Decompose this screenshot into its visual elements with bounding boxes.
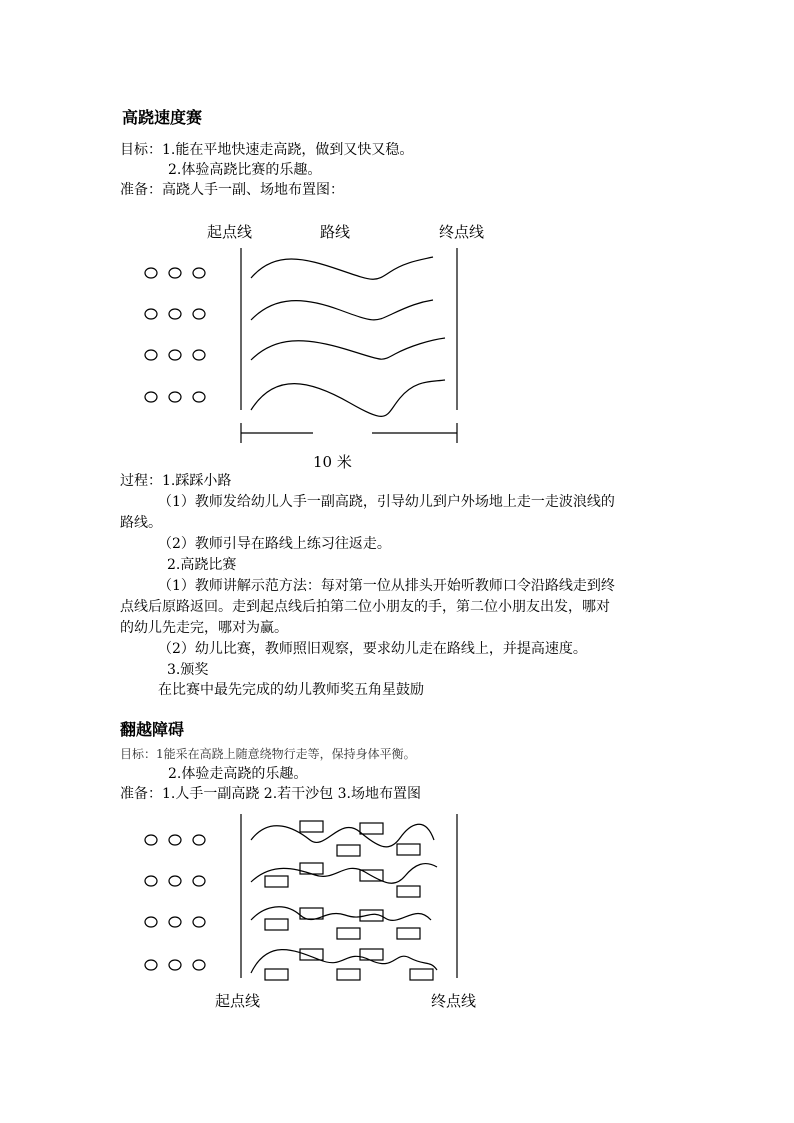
sandbag <box>300 863 323 874</box>
child-marker <box>169 835 181 845</box>
child-marker <box>169 960 181 970</box>
process-p3b: 点线后原路返回。走到起点线后拍第二位小朋友的手，第二位小朋友出发，哪对 <box>120 599 610 615</box>
child-marker <box>145 835 157 845</box>
process-p1a: （1）教师发给幼儿人手一副高跷，引导幼儿到户外场地上走一走波浪线的 <box>158 494 615 510</box>
child-marker <box>169 876 181 886</box>
sandbag <box>360 949 383 960</box>
sandbag <box>397 844 420 855</box>
sandbag <box>265 919 288 930</box>
section2-prep: 准备：1.人手一副高跷 2.若干沙包 3.场地布置图 <box>120 786 421 802</box>
child-marker <box>193 960 205 970</box>
end-line-label: 终点线 <box>431 992 477 1010</box>
section2-goal-2: 2.体验走高跷的乐趣。 <box>168 766 308 782</box>
wave-path <box>251 257 433 279</box>
child-marker <box>145 917 157 927</box>
wave-path <box>251 864 437 884</box>
step-2-title: 2.高跷比赛 <box>167 557 237 573</box>
process-p3a: （1）教师讲解示范方法：每对第一位从排头开始听教师口令沿路线走到终 <box>158 578 615 594</box>
child-marker <box>193 268 205 278</box>
sandbag <box>337 928 360 939</box>
section1-goal-1: 目标：1.能在平地快速走高跷，做到又快又稳。 <box>120 142 414 158</box>
section1-prep: 准备：高跷人手一副、场地布置图： <box>120 182 344 198</box>
child-marker <box>193 876 205 886</box>
child-marker <box>145 268 157 278</box>
start-line-label: 起点线 <box>215 992 261 1010</box>
sandbag <box>397 886 420 897</box>
wave-path <box>251 380 445 416</box>
sandbag <box>397 928 420 939</box>
child-marker <box>169 917 181 927</box>
child-marker <box>193 917 205 927</box>
sandbag <box>410 969 433 980</box>
sandbag <box>265 969 288 980</box>
sandbag <box>300 949 323 960</box>
child-marker <box>169 268 181 278</box>
child-marker <box>193 392 205 402</box>
sandbag <box>337 845 360 856</box>
process-p1b: 路线。 <box>120 515 162 531</box>
field-diagram-2 <box>0 810 794 1015</box>
process-p3c: 的幼儿先走完，哪对为赢。 <box>120 620 288 636</box>
path-label: 路线 <box>320 223 351 241</box>
step-3-title: 3.颁奖 <box>167 662 209 678</box>
process-p4: （2）幼儿比赛，教师照旧观察，要求幼儿走在路线上，并提高速度。 <box>158 641 587 657</box>
section2-goal-1: 目标：1能采在高跷上随意绕物行走等，保持身体平衡。 <box>120 747 416 761</box>
process-p5: 在比赛中最先完成的幼儿教师奖五角星鼓励 <box>158 682 424 698</box>
child-marker <box>145 309 157 319</box>
wave-path <box>251 907 431 921</box>
section2-title: 翻越障碍 <box>120 720 185 739</box>
wave-path <box>251 338 445 360</box>
child-marker <box>169 392 181 402</box>
child-marker <box>145 350 157 360</box>
field-diagram-1 <box>0 210 794 480</box>
child-marker <box>145 960 157 970</box>
child-marker <box>145 392 157 402</box>
section1-goal-2: 2.体验高跷比赛的乐趣。 <box>168 162 322 178</box>
child-marker <box>193 835 205 845</box>
process-title: 过程：1.踩踩小路 <box>120 473 232 489</box>
child-marker <box>169 350 181 360</box>
distance-label: 10 米 <box>313 453 352 471</box>
end-line-label: 终点线 <box>439 223 485 241</box>
sandbag <box>265 876 288 887</box>
child-marker <box>193 350 205 360</box>
sandbag <box>360 823 383 834</box>
wave-path <box>251 300 433 320</box>
child-marker <box>169 309 181 319</box>
child-marker <box>193 309 205 319</box>
child-marker <box>145 876 157 886</box>
start-line-label: 起点线 <box>207 223 253 241</box>
sandbag <box>337 969 360 980</box>
process-p2: （2）教师引导在路线上练习往返走。 <box>158 536 391 552</box>
sandbag <box>300 821 323 832</box>
section1-title: 高跷速度赛 <box>122 108 203 127</box>
